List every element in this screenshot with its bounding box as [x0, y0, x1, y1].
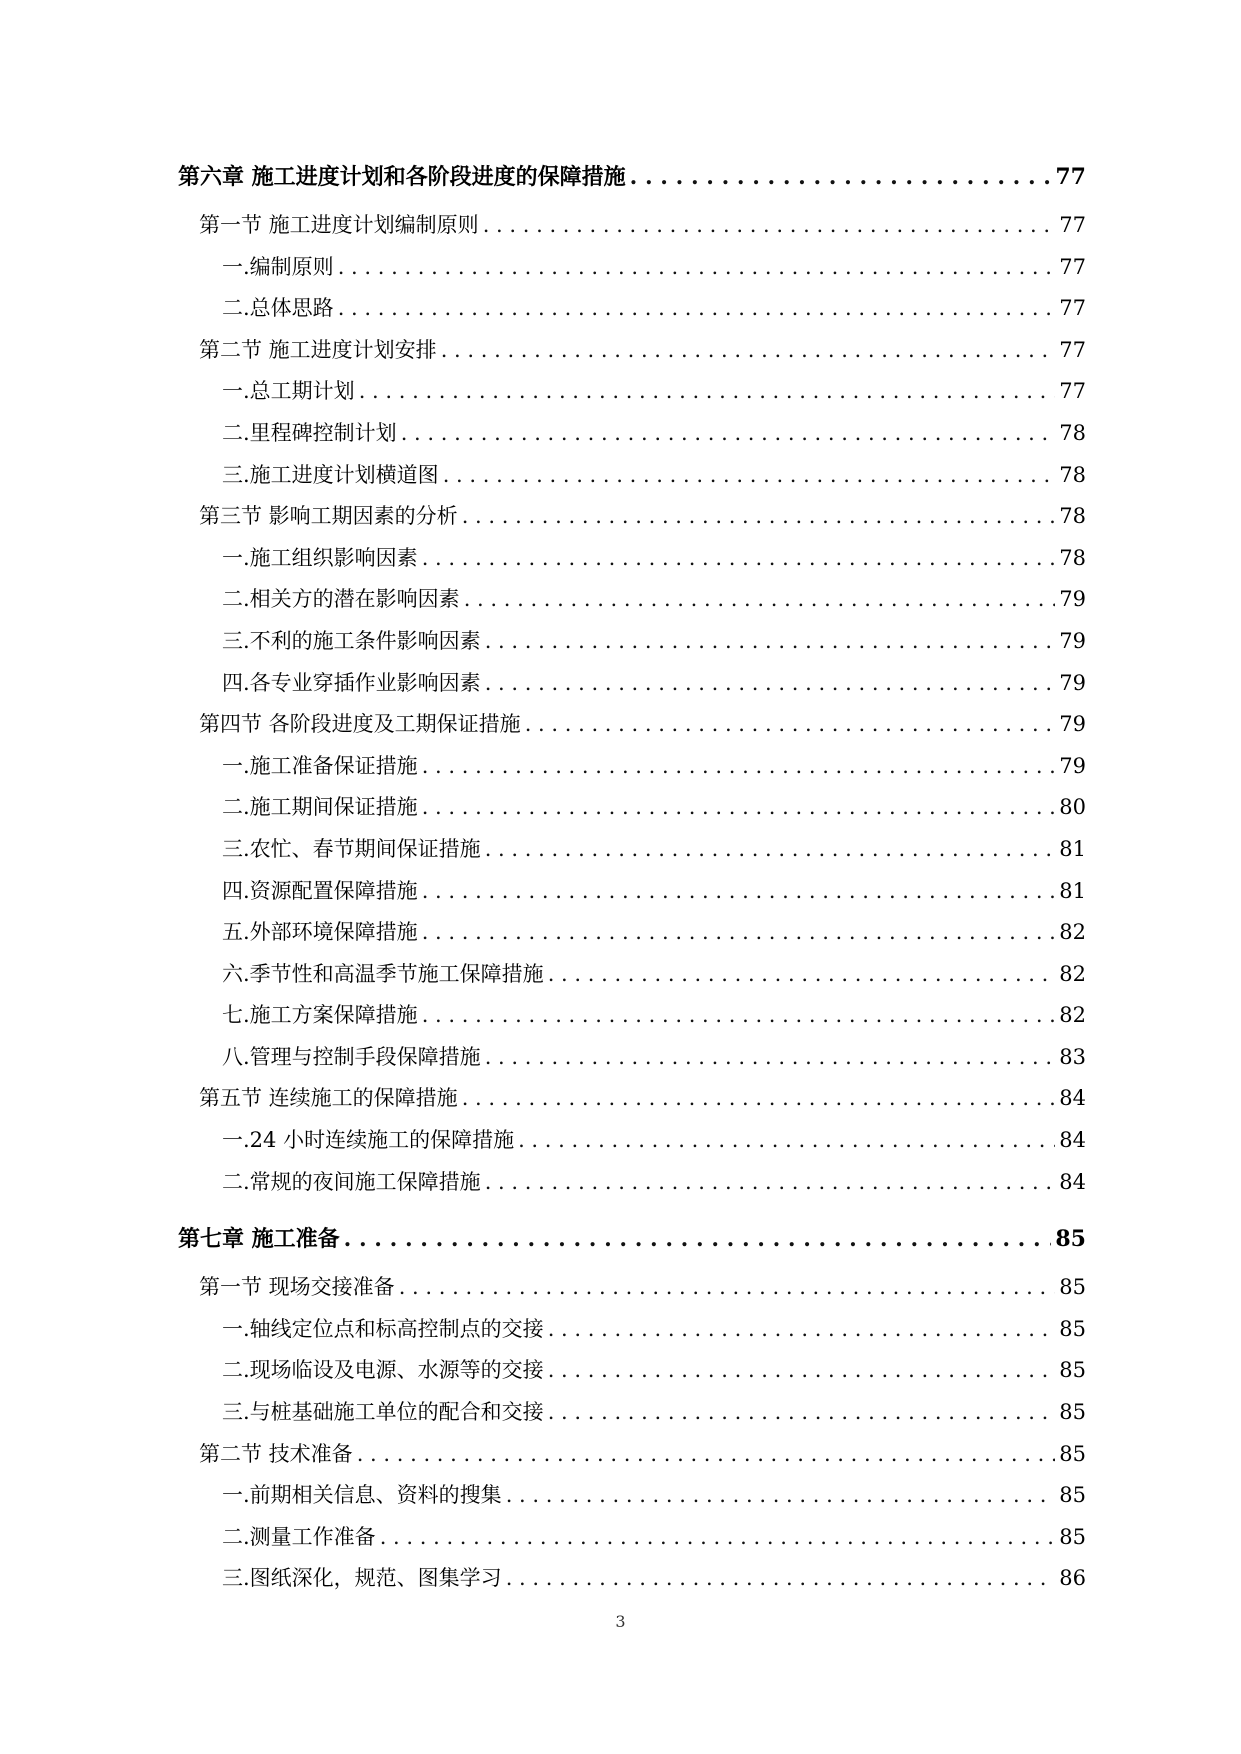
toc-entry-page-number: 81	[1059, 878, 1086, 903]
toc-subsection-entry[interactable]	[178, 995, 1086, 1037]
toc-entry-page-number: 79	[1059, 753, 1086, 778]
toc-subsection-entry[interactable]	[178, 1475, 1086, 1517]
toc-entry-title: 八.管理与控制手段保障措施	[222, 1044, 481, 1069]
toc-subsection-entry[interactable]	[178, 663, 1086, 705]
toc-entry-title: 第四节 各阶段进度及工期保证措施	[199, 712, 521, 737]
dot-leader	[462, 1078, 1056, 1120]
toc-subsection-entry[interactable]	[178, 288, 1086, 330]
dot-leader	[485, 1037, 1056, 1079]
toc-entry-page-number: 79	[1059, 628, 1086, 653]
toc-entry-page-number: 84	[1059, 1086, 1086, 1111]
dot-leader	[344, 1213, 1052, 1265]
toc-entry-title: 第一节 现场交接准备	[199, 1275, 395, 1300]
dot-leader	[422, 538, 1056, 580]
toc-entry-title: 七.施工方案保障措施	[222, 1003, 418, 1028]
toc-subsection-entry[interactable]	[178, 455, 1086, 497]
toc-entry-title: 三.与桩基础施工单位的配合和交接	[222, 1400, 544, 1425]
toc-entry-title: 四.各专业穿插作业影响因素	[222, 670, 481, 695]
toc-entry-page-number: 85	[1059, 1400, 1086, 1425]
toc-subsection-entry[interactable]	[178, 1558, 1086, 1600]
toc-entry-page-number: 83	[1059, 1044, 1086, 1069]
toc-entry-title: 六.季节性和高温季节施工保障措施	[222, 961, 544, 986]
toc-subsection-entry[interactable]	[178, 746, 1086, 788]
toc-subsection-entry[interactable]	[178, 1120, 1086, 1162]
toc-entry-title: 一.编制原则	[222, 254, 334, 279]
dot-leader	[630, 151, 1052, 203]
toc-entry-title: 二.总体思路	[222, 296, 334, 321]
toc-entry-title: 二.现场临设及电源、水源等的交接	[222, 1358, 544, 1383]
toc-entry-page-number: 77	[1059, 213, 1086, 237]
toc-subsection-entry[interactable]	[178, 1392, 1086, 1434]
toc-entry-page-number: 82	[1059, 920, 1086, 945]
toc-entry-page-number: 85	[1059, 1358, 1086, 1383]
toc-subsection-entry[interactable]	[178, 912, 1086, 954]
toc-entry-title: 一.施工准备保证措施	[222, 753, 418, 778]
toc-entry-title: 第五节 连续施工的保障措施	[199, 1086, 458, 1111]
dot-leader	[485, 829, 1056, 871]
dot-leader	[338, 247, 1056, 289]
toc-entry-page-number: 85	[1059, 1316, 1086, 1341]
toc-subsection-entry[interactable]	[178, 954, 1086, 996]
toc-entry-page-number: 77	[1059, 337, 1086, 362]
toc-entry-page-number: 79	[1059, 587, 1086, 612]
toc-subsection-entry[interactable]	[178, 1517, 1086, 1559]
dot-leader	[464, 579, 1056, 621]
toc-entry-title: 一.前期相关信息、资料的搜集	[222, 1483, 502, 1508]
dot-leader	[422, 746, 1056, 788]
dot-leader	[548, 1350, 1056, 1392]
toc-subsection-entry[interactable]	[178, 621, 1086, 663]
toc-entry-page-number: 85	[1055, 1226, 1086, 1253]
toc-entry-page-number: 82	[1059, 1003, 1086, 1028]
toc-section-entry[interactable]	[178, 496, 1086, 538]
dot-leader	[485, 621, 1056, 663]
toc-entry-page-number: 78	[1059, 420, 1086, 445]
toc-subsection-entry[interactable]	[178, 413, 1086, 455]
toc-entry-title: 二.里程碑控制计划	[222, 420, 397, 445]
dot-leader	[548, 1392, 1056, 1434]
dot-leader	[422, 912, 1056, 954]
table-of-contents	[178, 151, 1086, 1600]
toc-chapter-entry[interactable]	[178, 151, 1086, 203]
toc-entry-title: 三.施工进度计划横道图	[222, 462, 439, 487]
dot-leader	[443, 455, 1056, 497]
dot-leader	[422, 787, 1056, 829]
dot-leader	[525, 704, 1056, 746]
toc-subsection-entry[interactable]	[178, 1162, 1086, 1204]
toc-entry-page-number: 79	[1059, 670, 1086, 695]
toc-entry-title: 一.轴线定位点和标高控制点的交接	[222, 1316, 544, 1341]
toc-subsection-entry[interactable]	[178, 579, 1086, 621]
toc-entry-title: 四.资源配置保障措施	[222, 878, 418, 903]
toc-subsection-entry[interactable]	[178, 787, 1086, 829]
toc-entry-page-number: 81	[1059, 836, 1086, 861]
dot-leader	[441, 330, 1056, 372]
toc-subsection-entry[interactable]	[178, 1309, 1086, 1351]
toc-section-entry[interactable]	[178, 1267, 1086, 1309]
toc-section-entry[interactable]	[178, 704, 1086, 746]
dot-leader	[357, 1434, 1056, 1476]
dot-leader	[359, 371, 1056, 413]
toc-entry-page-number: 85	[1059, 1275, 1086, 1300]
dot-leader	[483, 205, 1056, 247]
toc-entry-page-number: 77	[1059, 254, 1086, 279]
dot-leader	[399, 1267, 1056, 1309]
dot-leader	[422, 871, 1056, 913]
toc-entry-page-number: 86	[1059, 1566, 1086, 1591]
dot-leader	[548, 1309, 1056, 1351]
toc-entry-title: 二.常规的夜间施工保障措施	[222, 1169, 481, 1194]
toc-entry-page-number: 85	[1059, 1441, 1086, 1466]
toc-section-entry[interactable]	[178, 1434, 1086, 1476]
dot-leader	[422, 995, 1056, 1037]
toc-entry-page-number: 78	[1059, 462, 1086, 487]
toc-section-entry[interactable]	[178, 1078, 1086, 1120]
dot-leader	[380, 1517, 1056, 1559]
toc-entry-page-number: 78	[1059, 504, 1086, 529]
toc-entry-page-number: 78	[1059, 545, 1086, 570]
toc-subsection-entry[interactable]	[178, 829, 1086, 871]
toc-subsection-entry[interactable]	[178, 1350, 1086, 1392]
toc-entry-title: 二.施工期间保证措施	[222, 795, 418, 820]
toc-entry-title: 二.相关方的潜在影响因素	[222, 587, 460, 612]
toc-entry-page-number: 80	[1059, 795, 1086, 820]
toc-entry-title: 三.图纸深化，规范、图集学习	[222, 1566, 502, 1591]
toc-entry-page-number: 84	[1059, 1169, 1086, 1194]
toc-entry-title: 第七章 施工准备	[178, 1226, 340, 1253]
toc-entry-title: 一.24 小时连续施工的保障措施	[222, 1128, 515, 1153]
dot-leader	[462, 496, 1056, 538]
toc-entry-page-number: 84	[1059, 1128, 1086, 1153]
toc-section-entry[interactable]	[178, 330, 1086, 372]
page-number: 3	[615, 1612, 626, 1631]
toc-entry-page-number: 79	[1059, 712, 1086, 737]
toc-entry-title: 三.不利的施工条件影响因素	[222, 628, 481, 653]
toc-entry-title: 第一节 施工进度计划编制原则	[199, 213, 479, 237]
toc-entry-page-number: 77	[1059, 379, 1086, 404]
toc-subsection-entry[interactable]	[178, 371, 1086, 413]
toc-chapter-entry[interactable]	[178, 1213, 1086, 1265]
toc-entry-title: 五.外部环境保障措施	[222, 920, 418, 945]
toc-subsection-entry[interactable]	[178, 1037, 1086, 1079]
toc-entry-page-number: 77	[1055, 164, 1086, 190]
toc-entry-title: 第二节 施工进度计划安排	[199, 337, 437, 362]
dot-leader	[506, 1558, 1056, 1600]
toc-subsection-entry[interactable]	[178, 247, 1086, 289]
toc-entry-page-number: 82	[1059, 961, 1086, 986]
dot-leader	[485, 663, 1056, 705]
toc-subsection-entry[interactable]	[178, 871, 1086, 913]
toc-subsection-entry[interactable]	[178, 538, 1086, 580]
toc-entry-page-number: 85	[1059, 1483, 1086, 1508]
toc-entry-title: 二.测量工作准备	[222, 1524, 376, 1549]
dot-leader	[401, 413, 1056, 455]
dot-leader	[485, 1162, 1056, 1204]
dot-leader	[338, 288, 1056, 330]
toc-entry-title: 第三节 影响工期因素的分析	[199, 504, 458, 529]
toc-entry-title: 第二节 技术准备	[199, 1441, 353, 1466]
dot-leader	[548, 954, 1056, 996]
toc-entry-title: 三.农忙、春节期间保证措施	[222, 836, 481, 861]
toc-entry-title: 一.总工期计划	[222, 379, 355, 404]
toc-entry-page-number: 85	[1059, 1524, 1086, 1549]
toc-entry-page-number: 77	[1059, 296, 1086, 321]
toc-entry-title: 一.施工组织影响因素	[222, 545, 418, 570]
dot-leader	[506, 1475, 1056, 1517]
toc-section-entry[interactable]	[178, 205, 1086, 247]
toc-entry-title: 第六章 施工进度计划和各阶段进度的保障措施	[178, 164, 626, 190]
dot-leader	[518, 1120, 1055, 1162]
